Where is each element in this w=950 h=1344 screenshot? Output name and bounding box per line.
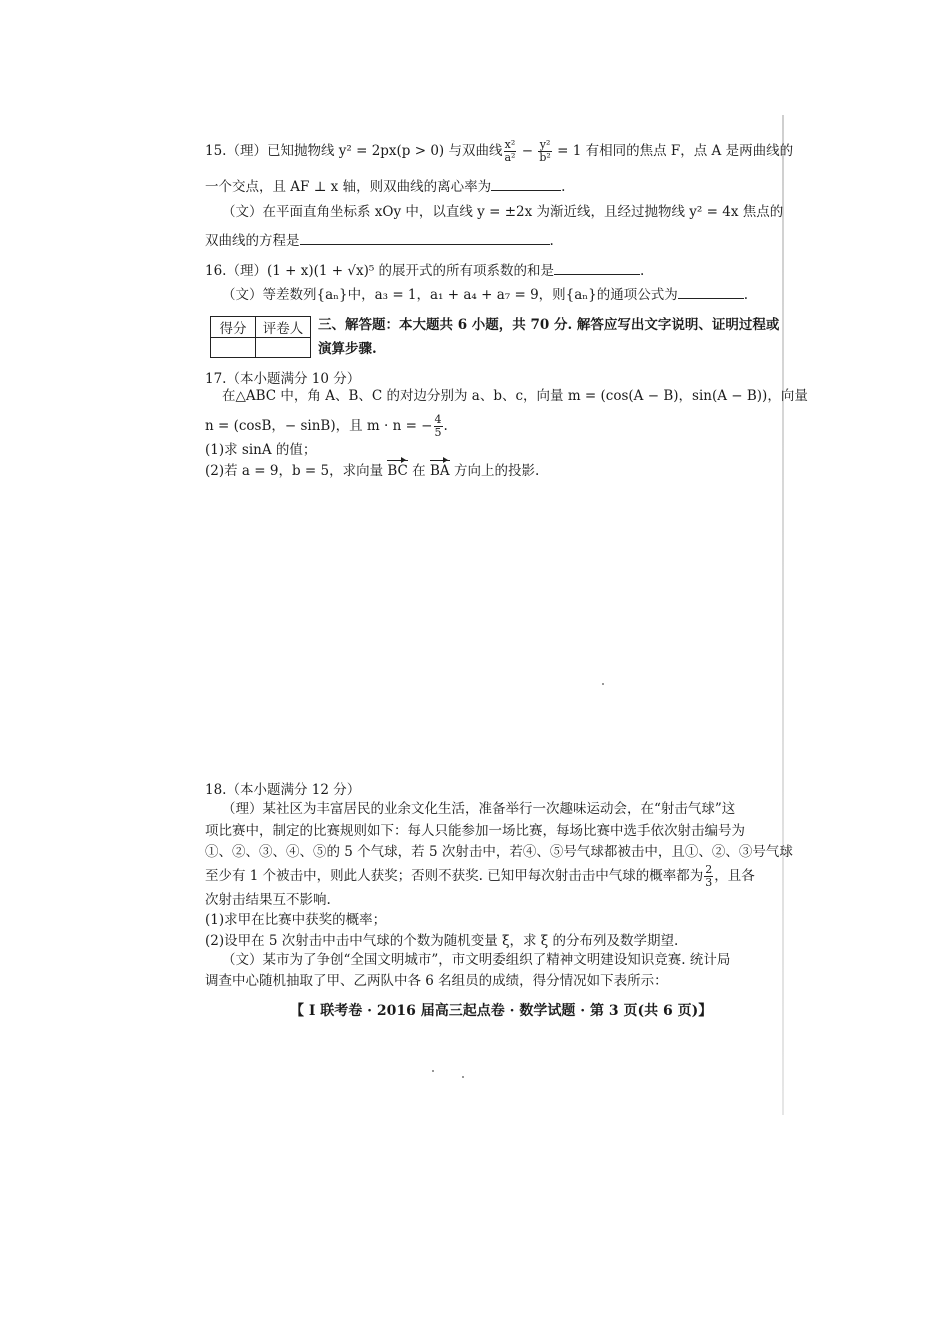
q18-line3: ①、②、③、④、⑤的 5 个气球，若 5 次射击中，若④、⑤号气球都被击中，且①、②、③号气球 <box>205 844 793 860</box>
scan-edge <box>782 115 784 1115</box>
q18-wen-line1: （文）某市为了争创“全国文明城市”，市文明委组织了精神文明建设知识竞赛. 统计局 <box>222 952 731 968</box>
section3-line2: 演算步骤. <box>318 341 377 357</box>
answer-blank[interactable] <box>300 232 550 245</box>
q17-line1: 在△ABC 中，角 A、B、C 的对边分别为 a、b、c，向量 m = (cos(A − B)，sin(A − B))，向量 <box>222 388 808 404</box>
q16-wen: （文）等差数列{aₙ}中，a₃ = 1，a₁ + a₄ + a₇ = 9，则{aₙ}的通项公式为 . <box>222 287 749 303</box>
q18-line1: （理）某社区为丰富居民的业余文化生活，准备举行一次趣味运动会，在“射击气球”这 <box>222 801 736 817</box>
vector-ba: BA <box>429 463 450 479</box>
answer-blank[interactable] <box>554 262 640 275</box>
q18-line2: 项比赛中，制定的比赛规则如下：每人只能参加一场比赛，每场比赛中选手依次射击编号为 <box>205 823 745 839</box>
q15-wen-line2: 双曲线的方程是 . <box>205 233 554 249</box>
scan-speck <box>462 1076 464 1078</box>
scan-speck <box>432 1070 434 1072</box>
q17-header: 17.（本小题满分 10 分） <box>205 371 361 387</box>
section3-line1: 三、解答题：本大题共 6 小题，共 70 分. 解答应写出文字说明、证明过程或 <box>318 317 780 333</box>
score-header: 得分 <box>211 317 256 338</box>
page-footer: 【 I 联考卷 · 2016 届高三起点卷 · 数学试题 · 第 3 页(共 6 页)】 <box>290 1003 713 1019</box>
q18-part1: (1)求甲在比赛中获奖的概率； <box>205 912 387 928</box>
q15-li-line2: 一个交点，且 AF ⊥ x 轴，则双曲线的离心率为 . <box>205 179 566 195</box>
score-cell[interactable] <box>211 338 256 358</box>
fraction-4-5: $\frac{4}{5}$ <box>434 413 442 439</box>
q18-line4: 至少有 1 个被击中，则此人获奖；否则不获奖. 已知甲每次射击击中气球的概率都为 $\frac{2}{3}$ ，且各 <box>205 863 755 889</box>
q16-li: 16.（理）(1 + x)(1 + √x)⁵ 的展开式的所有项系数的和是 . <box>205 263 645 279</box>
q18-header: 18.（本小题满分 12 分） <box>205 782 361 798</box>
scan-speck <box>602 683 604 685</box>
q17-part2: (2)若 a = 9，b = 5，求向量 BC 在 BA 方向上的投影. <box>205 463 540 479</box>
q18-part2: (2)设甲在 5 次射击中击中气球的个数为随机变量 ξ，求 ξ 的分布列及数学期望. <box>205 933 679 949</box>
answer-blank[interactable] <box>678 286 744 299</box>
q18-wen-line2: 调查中心随机抽取了甲、乙两队中各 6 名组员的成绩，得分情况如下表所示： <box>205 973 668 989</box>
fraction-2-3: $\frac{2}{3}$ <box>705 863 713 889</box>
vector-bc: BC <box>387 463 408 479</box>
grader-cell[interactable] <box>256 338 311 358</box>
q15-li-line1: 15.（理）已知抛物线 y² = 2px(p > 0) 与双曲线 $\frac{\text{x²}}{\text{a²}}$ − $\frac{\text{y²}}{\text{b²}}$ = 1 有相同的焦点 F，点 A 是两曲线的 <box>205 138 794 164</box>
q17-part1: (1)求 sinA 的值； <box>205 442 317 458</box>
q15-wen-line1: （文）在平面直角坐标系 xOy 中，以直线 y = ±2x 为渐近线，且经过抛物线 y² = 4x 焦点的 <box>222 204 784 220</box>
fraction-y2-b2: $\frac{\text{y²}}{\text{b²}}$ <box>539 138 551 164</box>
grader-header: 评卷人 <box>256 317 311 338</box>
score-table <box>210 316 311 358</box>
q18-line5: 次射击结果互不影响. <box>205 892 331 908</box>
answer-blank[interactable] <box>491 178 561 191</box>
fraction-x2-a2: $\frac{\text{x²}}{\text{a²}}$ <box>504 138 516 164</box>
q17-line2: n = (cosB，− sinB)，且 m · n = − $\frac{4}{5}$ . <box>205 413 448 439</box>
